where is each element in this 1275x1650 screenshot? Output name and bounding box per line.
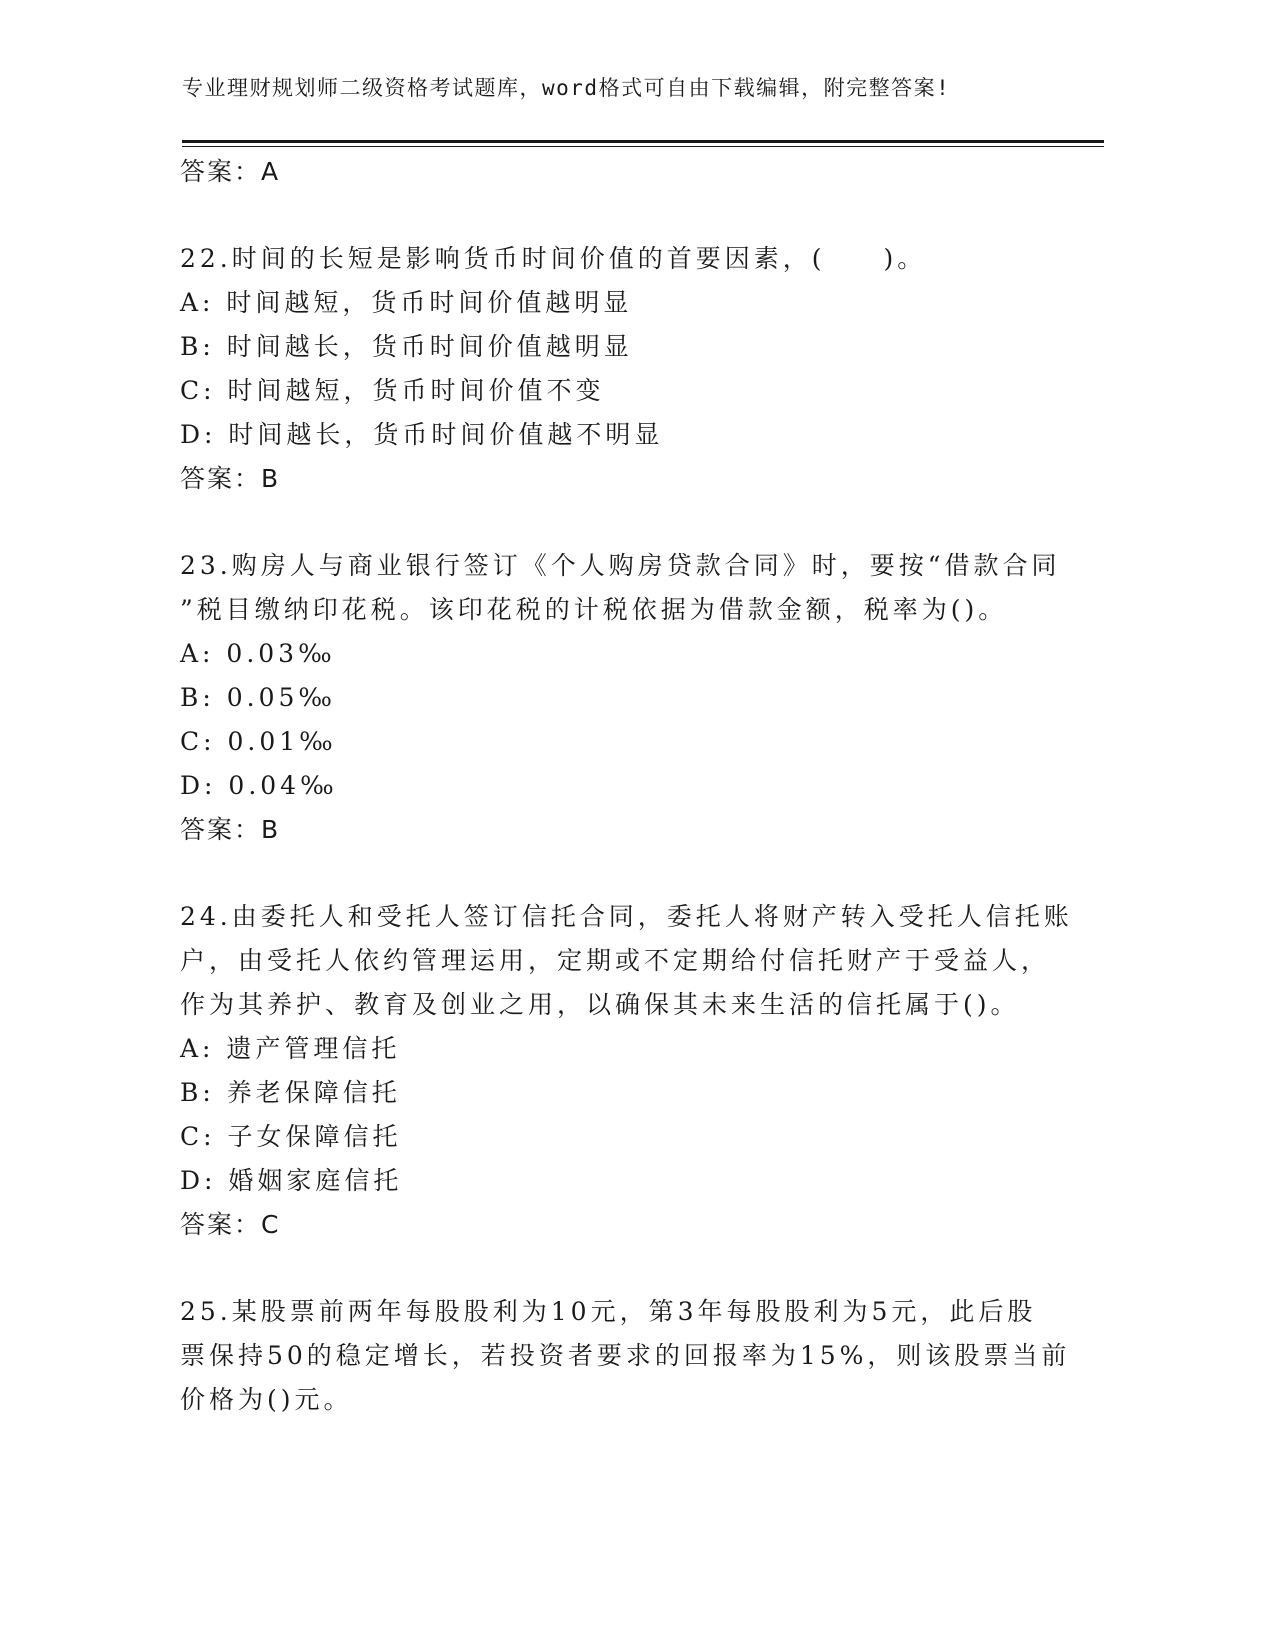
question-text: 25.某股票前两年每股股利为10元，第3年每股股利为5元，此后股 xyxy=(180,1297,1037,1326)
question-text: 23.购房人与商业银行签订《个人购房贷款合同》时，要按“借款合同 xyxy=(180,551,1061,580)
header-rule-thick xyxy=(182,140,1104,143)
question-text: 24.由委托人和受托人签订信托合同，委托人将财产转入受托人信托账 xyxy=(180,902,1073,931)
question-text: 户，由受托人依约管理运用，定期或不定期给付信托财产于受益人， xyxy=(180,946,1051,975)
question-24 xyxy=(180,895,1080,1247)
question-text: 票保持50的稳定增长，若投资者要求的回报率为15%，则该股票当前 xyxy=(180,1341,1071,1370)
question-22 xyxy=(180,237,1080,501)
answer-line: 答案：B xyxy=(180,464,281,493)
question-23 xyxy=(180,544,1080,852)
answer-line: 答案：A xyxy=(180,157,281,186)
option-d: D: 婚姻家庭信托 xyxy=(180,1166,403,1195)
option-c: C: 0.01‰ xyxy=(180,727,337,756)
document-body xyxy=(180,150,1080,1422)
header-rule-thin xyxy=(182,146,1104,147)
question-text: 价格为()元。 xyxy=(180,1385,353,1414)
option-b: B: 养老保障信托 xyxy=(180,1078,401,1107)
option-a: A: 时间越短，货币时间价值越明显 xyxy=(180,288,633,317)
option-a: A: 0.03‰ xyxy=(180,639,336,668)
question-text: 作为其养护、教育及创业之用，以确保其未来生活的信托属于()。 xyxy=(180,990,1020,1019)
question-25 xyxy=(180,1290,1080,1422)
option-b: B: 时间越长，货币时间价值越明显 xyxy=(180,332,633,361)
option-a: A: 遗产管理信托 xyxy=(180,1034,401,1063)
answer-line: 答案：C xyxy=(180,1210,281,1239)
option-c: C: 时间越短，货币时间价值不变 xyxy=(180,376,605,405)
answer-line: 答案：B xyxy=(180,815,281,844)
option-d: D: 时间越长，货币时间价值越不明显 xyxy=(180,420,664,449)
question-text: ”税目缴纳印花税。该印花税的计税依据为借款金额，税率为()。 xyxy=(180,595,1008,624)
page-header: 专业理财规划师二级资格考试题库，word格式可自由下载编辑，附完整答案! xyxy=(182,76,951,100)
option-b: B: 0.05‰ xyxy=(180,683,336,712)
option-d: D: 0.04‰ xyxy=(180,771,338,800)
question-text: 22.时间的长短是影响货币时间价值的首要因素，( )。 xyxy=(180,244,927,273)
option-c: C: 子女保障信托 xyxy=(180,1122,402,1151)
